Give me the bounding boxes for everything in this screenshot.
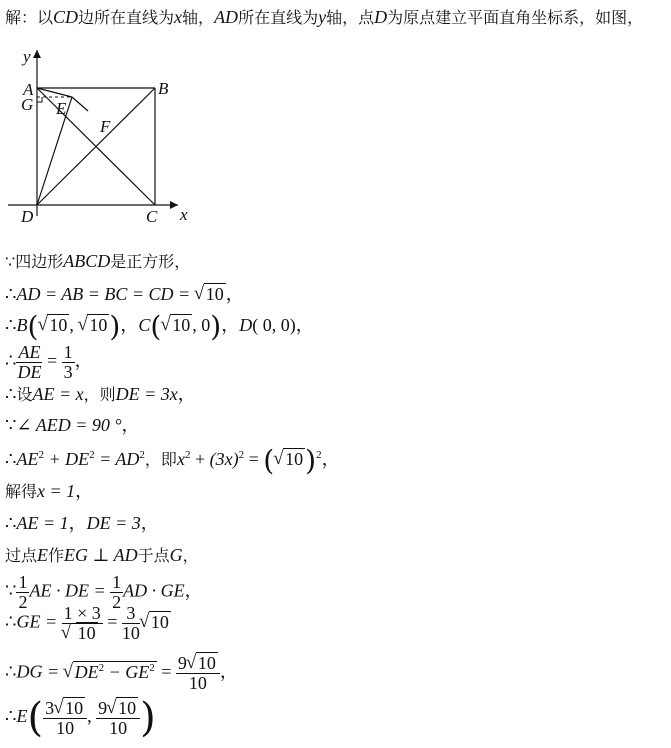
text: ， (321, 449, 340, 470)
math: AD = AB = BC = CD = (16, 284, 195, 304)
math: AE (16, 449, 39, 470)
step-9 (5, 514, 159, 532)
text: ，即 (144, 450, 177, 470)
therefore-symbol: ∴ (5, 284, 17, 304)
because-symbol: ∵ (5, 415, 17, 435)
radicand: 10 (118, 697, 137, 718)
because-symbol: ∵ (5, 252, 16, 271)
exponent: 2 (149, 661, 155, 674)
text: 作 (48, 546, 65, 565)
exponent: 2 (139, 449, 145, 462)
step-7 (5, 444, 340, 477)
denominator: 10 (121, 622, 140, 643)
exponent: 2 (316, 449, 322, 462)
radicand: 10 (172, 315, 191, 336)
sqrt (107, 699, 138, 718)
exponent: 2 (184, 449, 191, 462)
paren: ( (263, 444, 275, 477)
math: E (37, 545, 49, 565)
denominator: 10 (56, 717, 75, 738)
text: 解：以 (5, 8, 54, 27)
fraction (176, 654, 220, 693)
numerator: 9 (177, 653, 187, 673)
math: y (318, 7, 327, 27)
sqrt (62, 624, 103, 643)
text: = (42, 350, 62, 371)
math: ∠ AED = 90 ° (16, 415, 122, 435)
numerator: 3 (122, 604, 140, 624)
sqrt (54, 699, 85, 718)
step-13 (5, 654, 238, 693)
denominator: 2 (18, 591, 28, 612)
segment-ef (72, 97, 88, 111)
math: AE = 1 (16, 513, 69, 533)
text: = (156, 661, 176, 682)
text: , (69, 315, 79, 336)
fraction (62, 343, 75, 382)
math: DG = (16, 661, 64, 682)
therefore-symbol: ∴ (5, 315, 17, 336)
numerator: 1 (112, 572, 122, 592)
math: E (16, 706, 28, 727)
math: ABCD (63, 251, 111, 271)
sqrt (274, 450, 305, 468)
radicand: 10 (205, 284, 224, 304)
math: x = 1 (37, 481, 76, 501)
text: ， (221, 315, 240, 336)
paren: ( (27, 695, 44, 741)
text: 解得 (5, 482, 38, 501)
fraction (16, 343, 42, 382)
fraction (122, 604, 140, 643)
text: 所在直线为 (238, 8, 319, 27)
numerator: 1 (63, 342, 73, 362)
math: (3x) (209, 449, 239, 470)
math: DE = 3 (86, 513, 141, 533)
text: 于点 (137, 546, 170, 565)
fraction (96, 699, 140, 738)
text: ， (120, 315, 139, 336)
math: D (239, 315, 253, 336)
text: ， (219, 661, 238, 682)
sqrt (161, 316, 192, 334)
numerator: 1 × 3 (63, 603, 101, 623)
text: 过点 (5, 546, 38, 565)
text: 轴， (182, 8, 215, 27)
radicand: 10 (150, 611, 169, 632)
denominator: 3 (63, 361, 73, 382)
therefore-symbol: ∴ (5, 449, 17, 470)
label-x: x (180, 205, 188, 224)
label-d: D (21, 207, 34, 226)
because-symbol: ∵ (5, 580, 17, 601)
numerator: 9 (98, 697, 108, 718)
step-2 (5, 285, 244, 303)
label-c: C (146, 207, 158, 226)
radicand: 10 (77, 622, 96, 643)
step-10 (5, 546, 199, 564)
fraction (43, 699, 87, 738)
right-angle-mark (37, 97, 42, 102)
math: CD (53, 7, 79, 27)
text: 设 (16, 385, 33, 404)
step-14 (5, 695, 156, 741)
numerator: AE (18, 342, 41, 362)
sqrt (187, 654, 218, 673)
segment-de (37, 97, 72, 205)
math: AD (214, 7, 239, 27)
radicand: 10 (49, 315, 68, 336)
therefore-symbol: ∴ (5, 611, 17, 632)
paren: ( (27, 310, 39, 343)
radicand: 10 (65, 697, 84, 718)
radicand: 10 (89, 315, 108, 336)
step-8 (5, 482, 93, 500)
therefore-symbol: ∴ (5, 661, 17, 682)
sqrt (78, 316, 109, 334)
text: ， (184, 580, 203, 601)
exponent: 2 (38, 449, 44, 462)
step-6 (5, 416, 140, 434)
math: − GE (104, 661, 150, 682)
math: AD · GE (123, 580, 185, 601)
paren: ( (150, 310, 162, 343)
math: ( 0, 0) (252, 315, 296, 336)
math: G (169, 545, 183, 565)
text: + (190, 449, 210, 470)
step-12 (5, 604, 171, 643)
text: ， (295, 315, 314, 336)
math: C (138, 315, 151, 336)
sqrt (38, 316, 69, 334)
math: AE = x (32, 384, 84, 404)
paren: ) (140, 695, 156, 741)
math: D (374, 7, 388, 27)
denominator: 2 (112, 591, 122, 612)
therefore-symbol: ∴ (5, 350, 17, 371)
math: x (174, 7, 183, 27)
numerator: 1 (18, 572, 28, 592)
exponent: 2 (89, 449, 95, 462)
geometry-figure (0, 42, 200, 227)
paren: ) (210, 310, 222, 343)
math: DE = 3x (115, 384, 178, 404)
numerator: 3 (45, 697, 55, 718)
math: DE (74, 661, 99, 682)
sqrt (195, 285, 226, 303)
therefore-symbol: ∴ (5, 384, 17, 404)
exponent: 2 (238, 449, 245, 462)
math: x (176, 449, 185, 470)
step-3 (5, 310, 314, 343)
text: 为原点建立平面直角坐标系，如图， (387, 8, 644, 27)
y-axis-arrow (33, 50, 41, 58)
label-e: E (56, 99, 67, 118)
text: ， (225, 284, 244, 304)
denominator: 10 (109, 717, 128, 738)
math: EG ⊥ AD (64, 545, 138, 565)
paren: ) (109, 310, 121, 343)
intro-line (5, 8, 643, 26)
text: ， (74, 350, 93, 371)
step-1 (5, 252, 190, 270)
text: ， (182, 546, 199, 565)
text: = (102, 611, 122, 632)
math: = AD (94, 449, 140, 470)
text: ， (68, 513, 87, 533)
therefore-symbol: ∴ (5, 706, 17, 727)
math: + DE (43, 449, 90, 470)
exponent: 2 (98, 661, 105, 674)
radicand: 10 (285, 449, 304, 470)
step-4 (5, 343, 93, 382)
label-g: G (21, 95, 34, 114)
text: 四边形 (15, 252, 64, 271)
text: , 0 (192, 315, 211, 336)
label-a: A (23, 80, 34, 99)
text: ， (121, 415, 140, 435)
math: B (16, 315, 28, 336)
text: , (87, 706, 97, 727)
label-y: y (23, 47, 31, 66)
radicand: 10 (197, 653, 216, 673)
text: 边所在直线为 (78, 8, 175, 27)
fraction (62, 604, 103, 643)
text: = (244, 449, 264, 470)
text: 轴，点 (326, 8, 375, 27)
sqrt (140, 613, 171, 631)
label-b: B (158, 79, 169, 98)
label-f: F (100, 117, 111, 136)
text: 是正方形， (110, 252, 191, 271)
x-axis-arrow (170, 201, 178, 209)
text: ， (140, 513, 159, 533)
text: ，则 (83, 385, 116, 404)
denominator: 10 (188, 672, 207, 693)
denominator: DE (17, 361, 42, 382)
step-5 (5, 385, 196, 403)
math: GE = (16, 611, 62, 632)
text: ， (75, 481, 94, 501)
paren: ) (305, 444, 317, 477)
math: AE · DE = (29, 580, 111, 601)
therefore-symbol: ∴ (5, 513, 17, 533)
sqrt (64, 663, 157, 681)
text: ， (177, 384, 196, 404)
